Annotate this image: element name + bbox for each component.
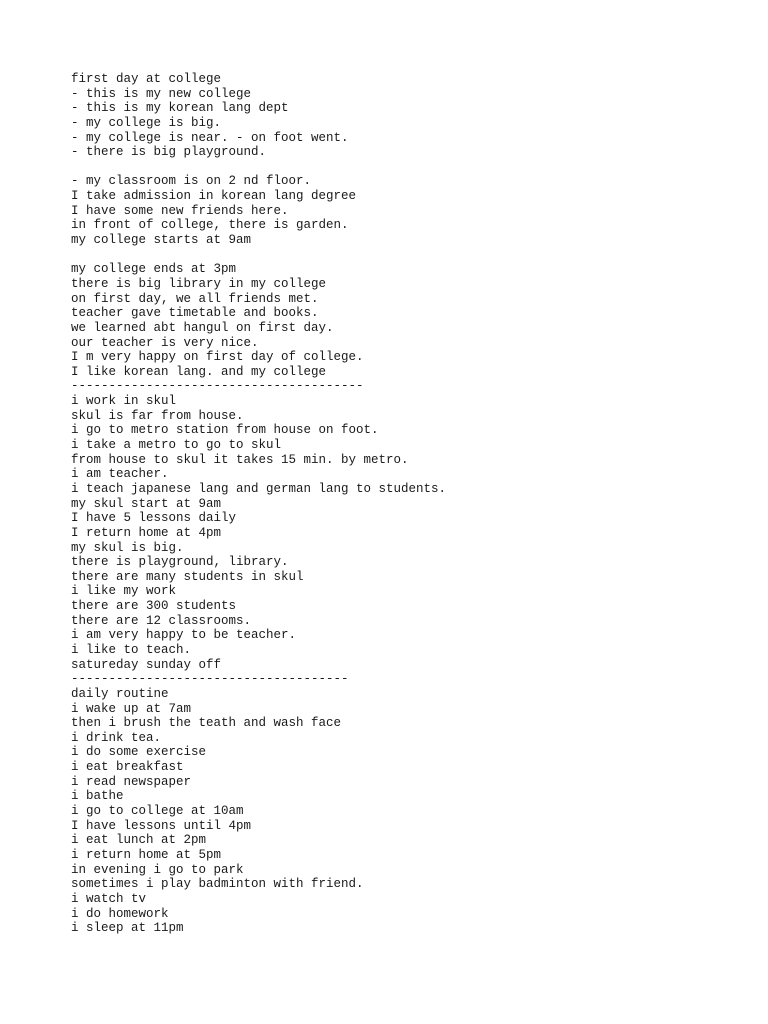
- text-line: daily routine: [71, 686, 169, 701]
- separator-line: -------------------------------------: [71, 672, 349, 687]
- text-line: i work in skul: [71, 394, 177, 409]
- text-line: there is big library in my college: [71, 276, 327, 291]
- text-line: i sleep at 11pm: [71, 921, 184, 936]
- text-line: from house to skul it takes 15 min. by metro.: [71, 452, 409, 467]
- text-line: I return home at 4pm: [71, 525, 222, 540]
- text-line: first day at college: [71, 72, 222, 86]
- text-line: - my classroom is on 2 nd floor.: [71, 174, 312, 189]
- blank-line: [71, 248, 751, 263]
- text-line: I like korean lang. and my college: [71, 364, 327, 379]
- text-line: on first day, we all friends met.: [71, 291, 319, 306]
- text-line: in evening i go to park: [71, 862, 244, 877]
- text-line: I m very happy on first day of college.: [71, 350, 364, 365]
- text-line: my skul is big.: [71, 540, 184, 555]
- text-line: my skul start at 9am: [71, 496, 222, 511]
- text-line: i go to college at 10am: [71, 804, 244, 819]
- text-line: i drink tea.: [71, 730, 162, 745]
- text-line: i eat lunch at 2pm: [71, 833, 207, 848]
- text-line: satureday sunday off: [71, 657, 222, 672]
- text-line: I take admission in korean lang degree: [71, 189, 357, 204]
- text-line: there is playground, library.: [71, 555, 289, 570]
- text-line: i like my work: [71, 584, 177, 599]
- text-line: i am teacher.: [71, 467, 169, 482]
- text-line: i read newspaper: [71, 774, 192, 789]
- text-line: skul is far from house.: [71, 408, 244, 423]
- text-line: there are 300 students: [71, 599, 237, 614]
- text-line: i do some exercise: [71, 745, 207, 760]
- text-line: i bathe: [71, 789, 124, 804]
- text-line: - my college is near. - on foot went.: [71, 130, 349, 145]
- text-line: i eat breakfast: [71, 760, 184, 775]
- text-line: then i brush the teath and wash face: [71, 716, 342, 731]
- text-line: teacher gave timetable and books.: [71, 306, 319, 321]
- text-line: i teach japanese lang and german lang to students.: [71, 481, 447, 496]
- text-line: our teacher is very nice.: [71, 335, 259, 350]
- text-line: I have lessons until 4pm: [71, 818, 252, 833]
- text-line: - there is big playground.: [71, 145, 267, 160]
- text-line: i watch tv: [71, 891, 147, 906]
- text-line: i return home at 5pm: [71, 847, 222, 862]
- document-body: [71, 72, 751, 936]
- text-line: I have 5 lessons daily: [71, 511, 237, 526]
- text-line: i do homework: [71, 906, 169, 921]
- text-line: there are 12 classrooms.: [71, 613, 252, 628]
- text-line: i wake up at 7am: [71, 701, 192, 716]
- text-line: my college starts at 9am: [71, 233, 252, 248]
- text-line: we learned abt hangul on first day.: [71, 320, 334, 335]
- text-line: - my college is big.: [71, 115, 222, 130]
- text-line: i like to teach.: [71, 642, 192, 657]
- text-line: - this is my korean lang dept: [71, 101, 289, 116]
- text-line: sometimes i play badminton with friend.: [71, 877, 364, 892]
- text-line: in front of college, there is garden.: [71, 218, 349, 233]
- text-line: there are many students in skul: [71, 569, 304, 584]
- text-line: I have some new friends here.: [71, 203, 289, 218]
- text-line: i am very happy to be teacher.: [71, 628, 297, 643]
- text-line: - this is my new college: [71, 86, 252, 101]
- text-line: i go to metro station from house on foot.: [71, 423, 379, 438]
- text-line: i take a metro to go to skul: [71, 438, 282, 453]
- separator-line: ---------------------------------------: [71, 379, 364, 394]
- text-line: my college ends at 3pm: [71, 262, 237, 277]
- blank-line: [71, 160, 751, 175]
